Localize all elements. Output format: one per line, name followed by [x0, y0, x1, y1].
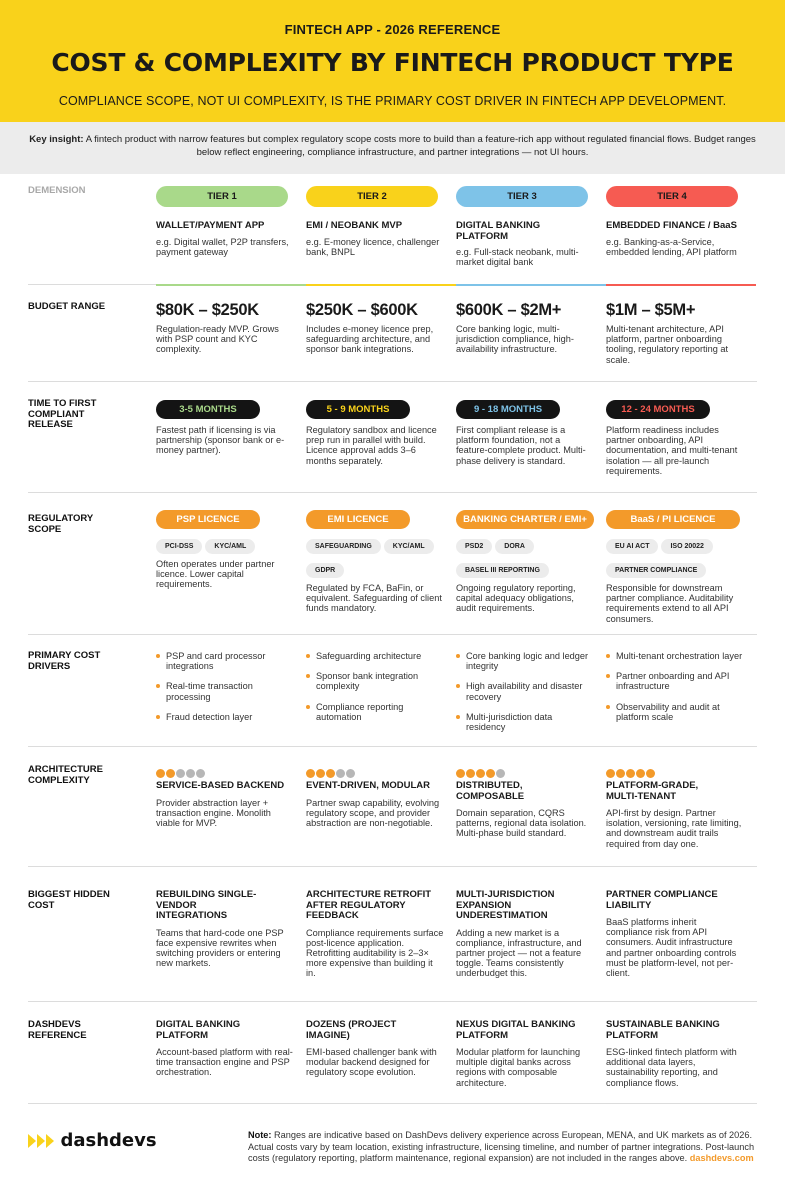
hidden-cost-note: Adding a new market is a compliance, infrastructure, and partner project — not a feature toggle. Teams consistently underbudget this.: [456, 927, 582, 979]
bullet-icon: [606, 705, 610, 709]
tier2-reference: [306, 1020, 444, 1078]
list-item: Fraud detection layer: [156, 712, 294, 722]
drivers-list: [306, 651, 444, 722]
tag-row: [606, 535, 744, 554]
complexity-dot-empty: [346, 769, 355, 778]
tier1-reference: [156, 1020, 294, 1078]
dimension-regulatory: REGULATORY SCOPE: [28, 513, 94, 535]
tier1-regulatory: [156, 509, 294, 590]
row-divider: [28, 634, 757, 635]
bullet-icon: [456, 715, 460, 719]
drivers-list: [606, 651, 744, 722]
complexity-dots: [606, 765, 744, 775]
regulation-tag: PCI-DSS: [156, 539, 202, 554]
time-pill: 3-5 MONTHS: [156, 400, 260, 419]
budget-note: Core banking logic, multi-jurisdiction compliance, high-availability infrastructure.: [456, 324, 574, 355]
tier2-drivers: [306, 651, 444, 732]
regulation-tag: PARTNER COMPLIANCE: [606, 563, 706, 578]
reference-title: DOZENS (PROJECT IMAGINE): [306, 1019, 397, 1041]
complexity-dots: [456, 765, 594, 775]
hidden-cost-title: ARCHITECTURE RETROFIT AFTER REGULATORY FEEDBACK: [306, 889, 432, 921]
logo-wordmark: dashdevs: [60, 1130, 157, 1151]
tier2-budget: [306, 301, 444, 355]
tier3-pill: TIER 3: [456, 186, 588, 207]
tier4-pill: TIER 4: [606, 186, 738, 207]
budget-note: Multi-tenant architecture, API platform, partner onboarding tooling, regulatory reporting at scale.: [606, 324, 729, 365]
tier4-divider: [606, 284, 756, 286]
bullet-icon: [606, 654, 610, 658]
complexity-dot-filled: [456, 769, 465, 778]
complexity-dots: [156, 765, 294, 775]
tier3-header: [456, 186, 594, 267]
tag-row: [606, 559, 744, 578]
tier1-example: e.g. Digital wallet, P2P transfers, payment gateway: [156, 236, 289, 257]
tier4-architecture: [606, 765, 744, 849]
tier4-example: e.g. Banking-as-a-Service, embedded lending, API platform: [606, 236, 737, 257]
complexity-dot-filled: [166, 769, 175, 778]
insight-text: A fintech product with narrow features but complex regulatory scope costs more to build than a feature-rich app without regulated financial flows. Budget ranges below reflect engineering, compliance infrastructure, and partner integrations — not UI hours.: [85, 134, 756, 158]
regulatory-note: Ongoing regulatory reporting, capital adequacy obligations, audit requirements.: [456, 583, 576, 614]
regulation-tag: ISO 20022: [661, 539, 712, 554]
complexity-dot-empty: [186, 769, 195, 778]
list-item: Multi-jurisdiction data residency: [456, 712, 594, 732]
regulation-tag: SAFEGUARDING: [306, 539, 381, 554]
budget-range: $250K – $600K: [306, 301, 418, 319]
regulatory-note: Regulated by FCA, BaFin, or equivalent. Safeguarding of client funds mandatory.: [306, 583, 442, 614]
header-banner: [0, 0, 785, 122]
note-label: Note:: [248, 1130, 272, 1140]
list-item: Observability and audit at platform scale: [606, 702, 744, 722]
row-divider: [28, 381, 757, 382]
reference-note: Account-based platform with real-time transaction engine and PSP orchestration.: [156, 1047, 293, 1078]
insight-label: Key insight:: [29, 134, 84, 145]
architecture-note: Domain separation, CQRS patterns, regional data isolation. Multi-phase build standard.: [456, 808, 587, 839]
regulation-tag: PSD2: [456, 539, 492, 554]
tier2-architecture: [306, 765, 444, 828]
architecture-note: Provider abstraction layer + transaction engine. Monolith viable for MVP.: [156, 797, 271, 828]
dimension-time: TIME TO FIRST COMPLIANT RELEASE: [28, 398, 97, 430]
footer-note: [248, 1130, 758, 1165]
regulatory-note: Often operates under partner licence. Lower capital requirements.: [156, 559, 275, 590]
tier4-time: [606, 399, 744, 476]
regulation-tag: BASEL III REPORTING: [456, 563, 549, 578]
list-item: Core banking logic and ledger integrity: [456, 651, 594, 671]
tier4-header: [606, 186, 756, 257]
bullet-icon: [156, 715, 160, 719]
row-divider: [28, 284, 156, 285]
regulation-tag: KYC/AML: [205, 539, 255, 554]
dimension-reference: DASHDEVS REFERENCE: [28, 1019, 87, 1041]
reference-title: NEXUS DIGITAL BANKING PLATFORM: [456, 1019, 576, 1041]
complexity-dot-empty: [176, 769, 185, 778]
complexity-dot-filled: [646, 769, 655, 778]
tier1-time: [156, 399, 294, 456]
tier2-divider: [306, 284, 456, 286]
tier3-hidden-cost: [456, 890, 594, 979]
time-note: Fastest path if licensing is via partnership (sponsor bank or e-money partner).: [156, 425, 285, 456]
tier3-drivers: [456, 651, 594, 742]
drivers-list: [456, 651, 594, 732]
tier1-hidden-cost: [156, 890, 294, 968]
licence-pill: BaaS / PI LICENCE: [606, 510, 740, 529]
bullet-icon: [306, 654, 310, 658]
tier3-example: e.g. Full-stack neobank, multi-market digital bank: [456, 247, 579, 268]
tier3-divider: [456, 284, 606, 286]
tag-row: [156, 535, 294, 554]
tier2-regulatory: [306, 509, 444, 614]
tier2-hidden-cost: [306, 890, 444, 979]
bullet-icon: [606, 674, 610, 678]
tier2-example: e.g. E-money licence, challenger bank, BNPL: [306, 236, 440, 257]
hidden-cost-note: Teams that hard-code one PSP face expensive rewrites when switching providers or entering new markets.: [156, 927, 284, 969]
row-divider: [28, 1103, 757, 1104]
tier3-time: [456, 399, 594, 466]
regulation-tag: KYC/AML: [384, 539, 434, 554]
architecture-title: DISTRIBUTED, COMPOSABLE: [456, 780, 525, 802]
tier4-hidden-cost: [606, 890, 744, 978]
website-link[interactable]: dashdevs.com: [689, 1153, 754, 1163]
tier3-architecture: [456, 765, 594, 839]
list-item: Safeguarding architecture: [306, 651, 444, 661]
row-divider: [28, 746, 757, 747]
time-note: Regulatory sandbox and licence prep run in parallel with build. Licence approval adds 3–6 months separately.: [306, 425, 437, 466]
complexity-dot-filled: [486, 769, 495, 778]
header-kicker: FINTECH APP - 2026 REFERENCE: [284, 22, 501, 37]
regulation-tag: DORA: [495, 539, 534, 554]
bullet-icon: [306, 674, 310, 678]
complexity-dot-filled: [466, 769, 475, 778]
dashdevs-logo: [28, 1130, 157, 1150]
reference-note: EMI-based challenger bank with modular backend designed for regulatory scope evolution.: [306, 1047, 437, 1078]
list-item: PSP and card processor integrations: [156, 651, 294, 671]
bullet-icon: [156, 684, 160, 688]
hidden-cost-title: MULTI-JURISDICTION EXPANSION UNDERESTIMATION: [456, 889, 555, 921]
bullet-icon: [456, 654, 460, 658]
tier4-regulatory: [606, 509, 744, 624]
budget-range: $1M – $5M+: [606, 301, 696, 319]
dimension-header: DEMENSION: [28, 185, 86, 196]
complexity-dot-filled: [476, 769, 485, 778]
tag-row: [306, 559, 444, 578]
architecture-note: API-first by design. Partner isolation, versioning, rate limiting, and downstream audit trails required from day one.: [606, 808, 742, 849]
tag-row: [306, 535, 444, 554]
tier1-architecture: [156, 765, 294, 828]
complexity-dot-empty: [196, 769, 205, 778]
list-item: Sponsor bank integration complexity: [306, 671, 444, 691]
list-item: High availability and disaster recovery: [456, 681, 594, 701]
licence-pill: PSP LICENCE: [156, 510, 260, 529]
tier1-header: [156, 186, 294, 257]
drivers-list: [156, 651, 294, 722]
reference-title: SUSTAINABLE BANKING PLATFORM: [606, 1019, 720, 1041]
reference-title: DIGITAL BANKING PLATFORM: [156, 1019, 241, 1041]
reference-note: Modular platform for launching multiple digital banks across regions with composable architecture.: [456, 1047, 581, 1088]
regulation-tag: GDPR: [306, 563, 344, 578]
tier2-pill: TIER 2: [306, 186, 438, 207]
complexity-dot-filled: [316, 769, 325, 778]
list-item: Real-time transaction processing: [156, 681, 294, 701]
tier2-header: [306, 186, 444, 257]
complexity-dots: [306, 765, 444, 775]
row-divider: [28, 492, 757, 493]
key-insight-box: [0, 122, 785, 174]
licence-pill: EMI LICENCE: [306, 510, 410, 529]
dimension-architecture: ARCHITECTURE COMPLEXITY: [28, 764, 103, 786]
tier1-divider: [156, 284, 306, 286]
tier4-drivers: [606, 651, 744, 732]
budget-note: Regulation-ready MVP. Grows with PSP count and KYC complexity.: [156, 324, 279, 355]
tier1-budget: [156, 301, 294, 355]
budget-note: Includes e-money licence prep, safeguarding architecture, and sponsor bank integrations.: [306, 324, 434, 355]
tier4-budget: [606, 301, 744, 365]
logo-chevrons-icon: [28, 1133, 56, 1149]
dimension-drivers: PRIMARY COST DRIVERS: [28, 650, 101, 672]
header-subtitle: COMPLIANCE SCOPE, NOT UI COMPLEXITY, IS THE PRIMARY COST DRIVER IN FINTECH APP DEVELOPMENT.: [58, 94, 727, 108]
complexity-dot-filled: [616, 769, 625, 778]
licence-pill: BANKING CHARTER / EMI+: [456, 510, 594, 529]
tier1-pill: TIER 1: [156, 186, 288, 207]
row-divider: [28, 1001, 757, 1002]
complexity-dot-filled: [636, 769, 645, 778]
complexity-dot-empty: [496, 769, 505, 778]
tag-row: [456, 559, 594, 578]
dimension-budget: BUDGET RANGE: [28, 301, 106, 312]
budget-range: $80K – $250K: [156, 301, 259, 319]
complexity-dot-filled: [306, 769, 315, 778]
complexity-dot-filled: [326, 769, 335, 778]
tier3-product-name: DIGITAL BANKING PLATFORM: [456, 220, 541, 242]
hidden-cost-title: PARTNER COMPLIANCE LIABILITY: [606, 889, 718, 911]
hidden-cost-note: Compliance requirements surface post-licence application. Retrofitting auditability is 2–3× more expensive than building it in.: [306, 927, 444, 979]
bullet-icon: [156, 654, 160, 658]
complexity-dot-empty: [336, 769, 345, 778]
time-note: First compliant release is a platform foundation, not a feature-complete product. Multi-phase delivery is standard.: [456, 425, 586, 466]
budget-range: $600K – $2M+: [456, 301, 562, 319]
reference-note: ESG-linked fintech platform with additional data layers, sustainability reporting, and compliance flows.: [606, 1047, 737, 1088]
tier2-time: [306, 399, 444, 466]
tier3-reference: [456, 1020, 594, 1088]
list-item: Partner onboarding and API infrastructure: [606, 671, 744, 691]
regulatory-note: Responsible for downstream partner compliance. Auditability requirements extend to all API consumers.: [606, 583, 734, 624]
tier2-product-name: EMI / NEOBANK MVP: [306, 220, 403, 231]
list-item: Compliance reporting automation: [306, 702, 444, 722]
architecture-title: EVENT-DRIVEN, MODULAR: [306, 780, 431, 791]
architecture-title: SERVICE-BASED BACKEND: [156, 780, 285, 791]
time-pill: 5 - 9 MONTHS: [306, 400, 410, 419]
list-item: Multi-tenant orchestration layer: [606, 651, 744, 661]
tier1-product-name: WALLET/PAYMENT APP: [156, 220, 265, 231]
hidden-cost-note: BaaS platforms inherit compliance risk from API consumers. Audit infrastructure and partner onboarding controls must be platform-level, not per-client.: [606, 917, 737, 979]
bullet-icon: [306, 705, 310, 709]
tier3-regulatory: [456, 509, 594, 614]
regulation-tag: EU AI ACT: [606, 539, 658, 554]
tier4-reference: [606, 1020, 744, 1088]
tier4-product-name: EMBEDDED FINANCE / BaaS: [606, 220, 737, 231]
architecture-note: Partner swap capability, evolving regulatory scope, and provider abstraction are non-negotiable.: [306, 797, 440, 828]
dimension-hidden-cost: BIGGEST HIDDEN COST: [28, 889, 110, 911]
architecture-title: PLATFORM-GRADE, MULTI-TENANT: [606, 780, 699, 802]
time-note: Platform readiness includes partner onboarding, API documentation, and multi-tenant isolation — all pre-launch requirements.: [606, 425, 738, 476]
tag-row: [456, 535, 594, 554]
complexity-dot-filled: [626, 769, 635, 778]
complexity-dot-filled: [606, 769, 615, 778]
page-title: COST & COMPLEXITY BY FINTECH PRODUCT TYPE: [51, 48, 734, 77]
time-pill: 9 - 18 MONTHS: [456, 400, 560, 419]
hidden-cost-title: REBUILDING SINGLE-VENDOR INTEGRATIONS: [156, 889, 257, 921]
time-pill: 12 - 24 MONTHS: [606, 400, 710, 419]
note-text: Ranges are indicative based on DashDevs delivery experience across European, MENA, and UK markets as of 2026. Actual costs vary by team location, existing infrastructure, licensing timeline, and number of partner integrations. Post-launch costs (regulatory reporting, platform maintenance, regional expansion) are not included in the ranges above.: [248, 1130, 755, 1163]
row-divider: [28, 866, 757, 867]
tier1-drivers: [156, 651, 294, 732]
complexity-dot-filled: [156, 769, 165, 778]
bullet-icon: [456, 684, 460, 688]
tier3-budget: [456, 301, 594, 355]
